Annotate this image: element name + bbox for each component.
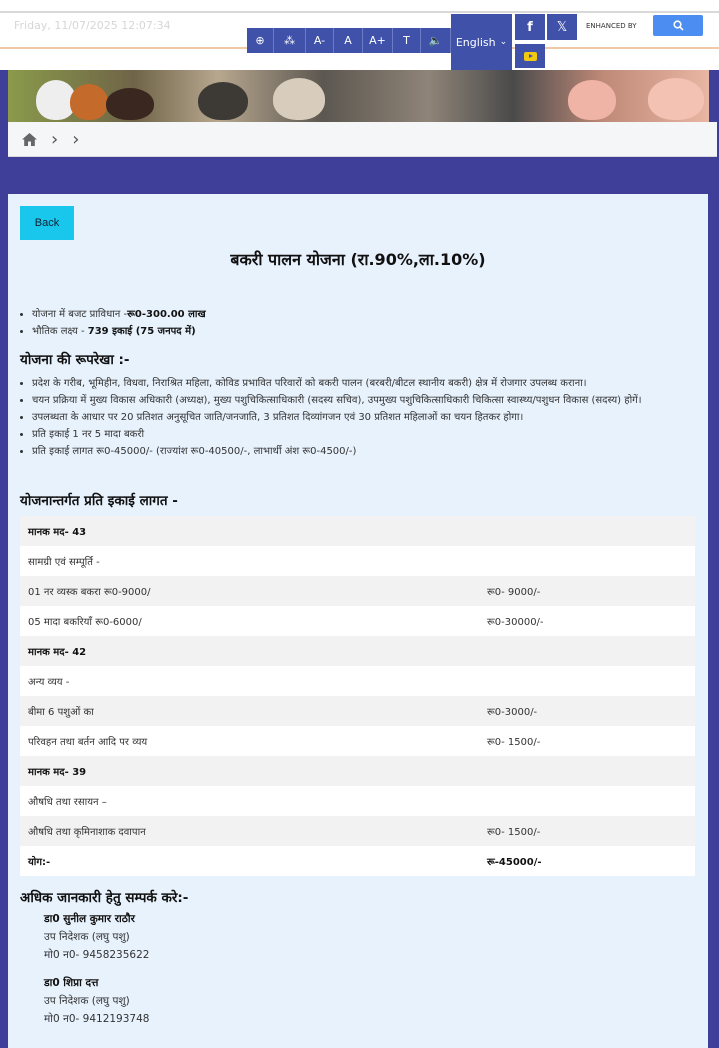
text-mode-button[interactable]: T [393, 28, 421, 53]
scheme-content-card [8, 194, 708, 1048]
contact-phone: मो0 न0- 9458235622 [44, 949, 150, 961]
cost-item-cell: परिवहन तथा बर्तन आदि पर व्यय [20, 726, 479, 756]
table-row [20, 726, 695, 756]
contact-card [44, 910, 149, 964]
cost-item-cell: योग:- [20, 846, 479, 876]
language-label: English [455, 35, 496, 49]
cost-item-cell: औषधि तथा रसायन – [20, 786, 479, 816]
scheme-summary-list [32, 306, 206, 340]
font-normal-button[interactable]: A [334, 28, 363, 53]
list-item: • प्रदेश के गरीब, भूमिहीन, विधवा, निराश्रित महिला, कोविड प्रभावित परिवारों को बकरी पालन (बरबरी/बीटल स्थानीय बकरी) क्षेत्र में रोजगार उपलब्ध कराना। [32, 375, 696, 392]
breadcrumb-separator: › [51, 128, 59, 150]
cost-item-cell: 01 नर व्यस्क बकरा रू0-9000/ [20, 576, 479, 606]
cost-heading: योजनान्तर्गत प्रति इकाई लागत - [20, 493, 178, 509]
list-item: • प्रति इकाई 1 नर 5 मादा बकरी [32, 426, 696, 443]
cost-amount-cell [479, 786, 695, 816]
back-button[interactable]: Back [20, 206, 74, 240]
top-divider [0, 11, 719, 13]
contact-role: उप निदेशक (लघु पशु) [44, 931, 130, 943]
sitemap-icon[interactable]: ⁂ [274, 28, 306, 53]
cost-item-cell: 05 मादा बकरियॉं रू0-6000/ [20, 606, 479, 636]
download-icon[interactable]: ⊕ [247, 28, 274, 53]
outline-list [32, 375, 696, 460]
search-placeholder: ENHANCED BY [586, 22, 637, 30]
list-item: • भौतिक लक्ष्य - 739 इकाई (75 जनपद में) [32, 323, 206, 340]
unit-cost-table [20, 516, 695, 876]
breadcrumb [8, 122, 717, 157]
cost-amount-cell: रू0- 1500/- [479, 726, 695, 756]
cost-item-cell: अन्य व्यय - [20, 666, 479, 696]
cost-amount-cell [479, 666, 695, 696]
table-row [20, 696, 695, 726]
cost-amount-cell [479, 636, 695, 666]
font-decrease-button[interactable]: A- [306, 28, 334, 53]
cost-amount-cell: रू-45000/- [479, 846, 695, 876]
x-icon[interactable]: 𝕏 [547, 14, 577, 40]
table-row [20, 786, 695, 816]
page-title: बकरी पालन योजना (रा.90%,ला.10%) [230, 250, 486, 269]
table-row [20, 546, 695, 576]
speaker-icon[interactable]: 🔈 [421, 28, 451, 53]
cost-item-cell: मानक मद- 43 [20, 516, 479, 546]
search-icon [673, 20, 684, 31]
cost-item-cell: बीमा 6 पशुओं का [20, 696, 479, 726]
search-input[interactable] [582, 15, 648, 37]
contact-name: डा0 शिप्रा दत्त [44, 977, 99, 989]
header-banner-image [8, 70, 709, 122]
contact-role: उप निदेशक (लघु पशु) [44, 995, 130, 1007]
home-icon[interactable] [22, 133, 37, 146]
table-row [20, 666, 695, 696]
search-button[interactable] [653, 15, 703, 36]
table-row [20, 636, 695, 666]
contact-heading: अधिक जानकारी हेतु सम्पर्क करे:- [20, 890, 189, 906]
cost-item-cell: औषधि तथा कृमिनाशाक दवापान [20, 816, 479, 846]
list-item: • प्रति इकाई लागत रू0-45000/- (राज्यांश रू0-40500/-, लाभार्थी अंश रू0-4500/-) [32, 443, 696, 460]
cost-amount-cell: रू0-30000/- [479, 606, 695, 636]
top-bar [0, 0, 719, 70]
font-increase-button[interactable]: A+ [363, 28, 393, 53]
table-row [20, 756, 695, 786]
cost-amount-cell [479, 516, 695, 546]
cost-amount-cell: रू0-3000/- [479, 696, 695, 726]
contact-phone: मो0 न0- 9412193748 [44, 1013, 150, 1025]
cost-amount-cell: रू0- 9000/- [479, 576, 695, 606]
list-item: • उपलब्धता के आधार पर 20 प्रतिशत अनुसूचित जाति/जनजाति, 3 प्रतिशत दिव्यांगजन एवं 30 प्रतिशत महिलाओं का चयन हितकर होगा। [32, 409, 696, 426]
language-select[interactable] [451, 14, 512, 70]
list-item: • चयन प्रक्रिया में मुख्य विकास अधिकारी (अध्यक्ष), मुख्य पशुचिकित्साधिकारी (सदस्य सचिव), उपमुख्य पशुचिकित्साधिकारी चिकित्सा स्वास्थ्य/पशुधन विकास (सदस्य) होगें। [32, 392, 696, 409]
breadcrumb-separator: › [72, 128, 80, 150]
contact-card [44, 974, 149, 1028]
table-row [20, 576, 695, 606]
outline-heading: योजना की रूपरेखा :- [20, 352, 130, 368]
cost-item-cell: मानक मद- 42 [20, 636, 479, 666]
table-row [20, 816, 695, 846]
youtube-icon[interactable] [515, 44, 545, 68]
list-item: • योजना में बजट प्राविधान -रू0-300.00 लाख [32, 306, 206, 323]
table-row [20, 606, 695, 636]
cost-amount-cell [479, 546, 695, 576]
cost-item-cell: सामग्री एवं सम्पूर्ति - [20, 546, 479, 576]
table-row [20, 846, 695, 876]
date-time: Friday, 11/07/2025 12:07:34 [14, 19, 171, 32]
cost-item-cell: मानक मद- 39 [20, 756, 479, 786]
chevron-down-icon: ⌄ [499, 37, 508, 47]
contact-name: डा0 सुनील कुमार राठौर [44, 913, 135, 925]
cost-amount-cell [479, 756, 695, 786]
cost-amount-cell: रू0- 1500/- [479, 816, 695, 846]
table-row [20, 516, 695, 546]
facebook-icon[interactable]: f [515, 14, 545, 40]
